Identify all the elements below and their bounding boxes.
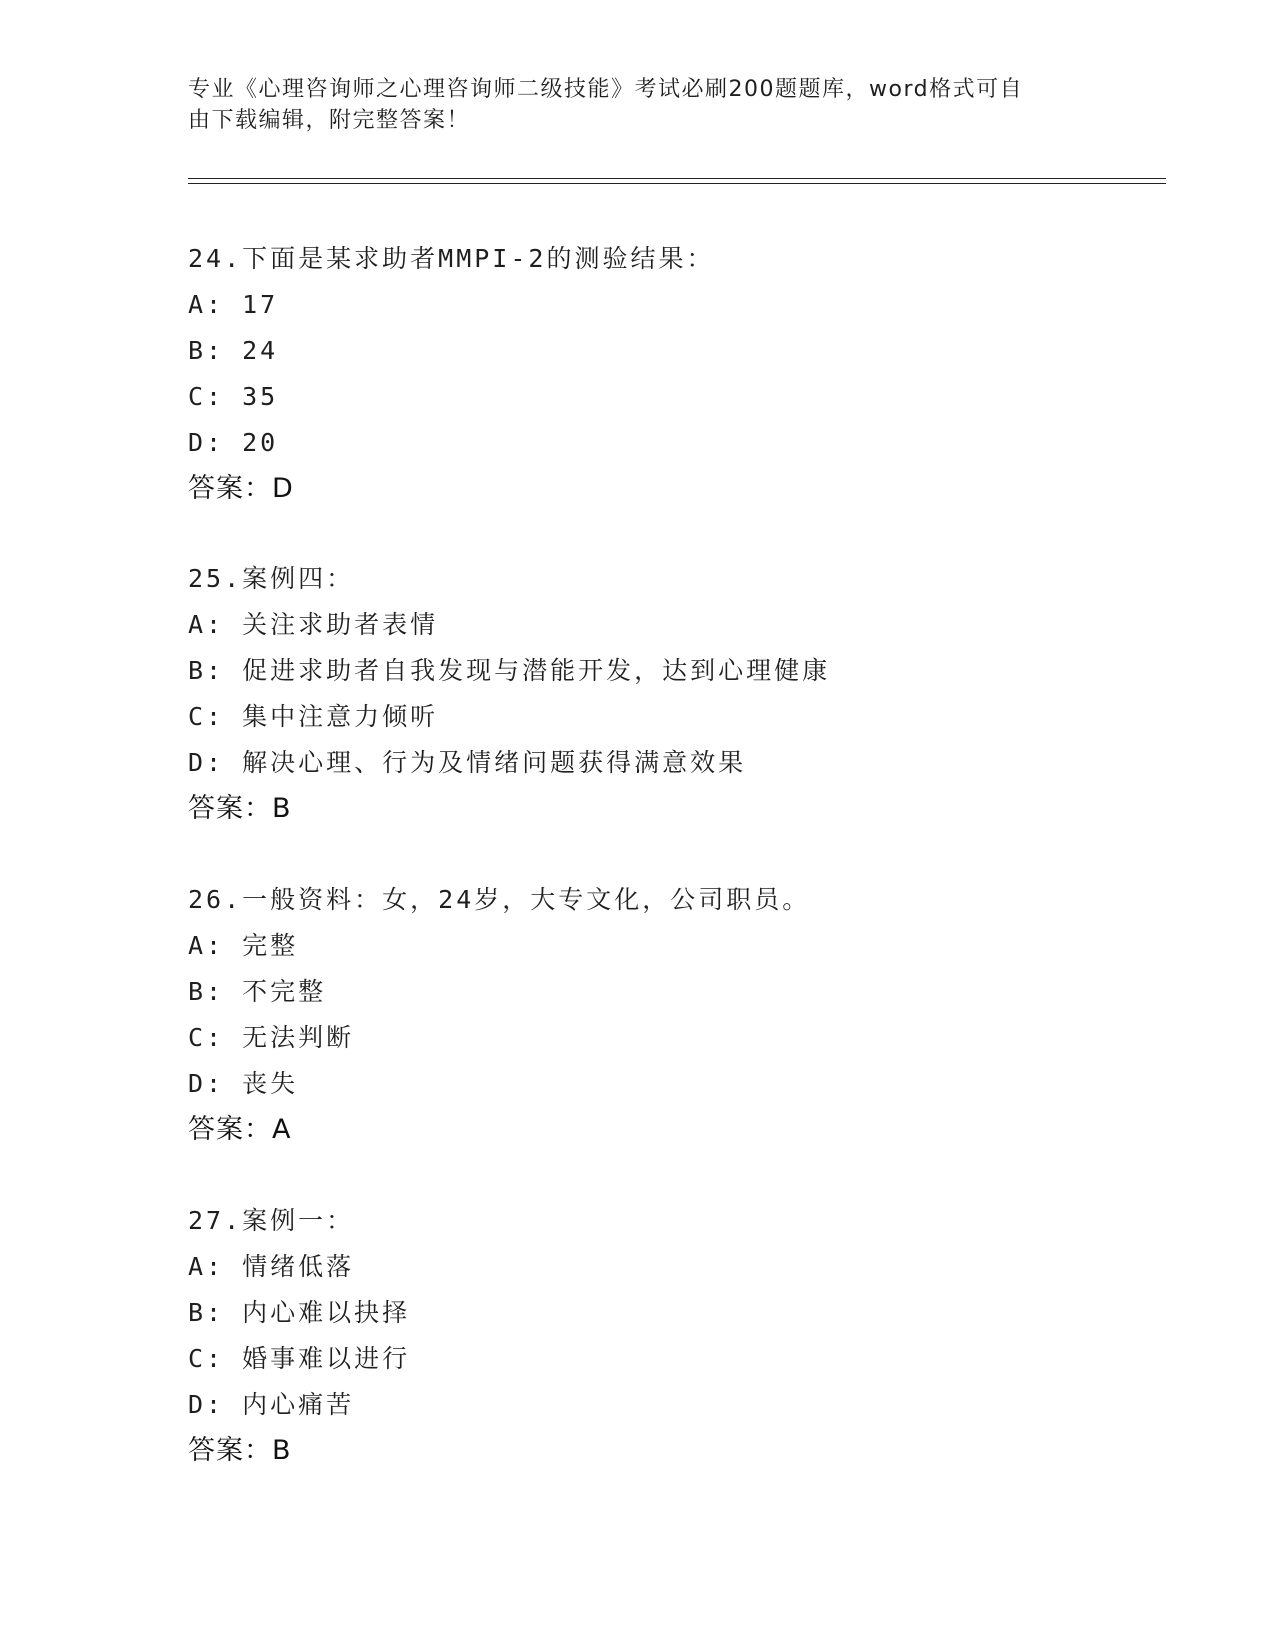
option-a bbox=[188, 282, 1148, 328]
option-letter: B: bbox=[188, 336, 225, 365]
option-b bbox=[188, 328, 1148, 374]
option-letter: C: bbox=[188, 1344, 225, 1373]
option-letter: C: bbox=[188, 382, 225, 411]
option-text: 内心痛苦 bbox=[242, 1390, 355, 1419]
option-text: 35 bbox=[242, 382, 279, 411]
option-text: 情绪低落 bbox=[242, 1252, 355, 1281]
answer-line: 答案：D bbox=[188, 473, 294, 504]
option-b bbox=[188, 969, 1148, 1015]
option-text: 关注求助者表情 bbox=[242, 610, 439, 639]
question-27 bbox=[188, 1198, 1148, 1474]
option-b bbox=[188, 1290, 1148, 1336]
answer-line: 答案：B bbox=[188, 1435, 292, 1466]
option-letter: B: bbox=[188, 656, 225, 685]
option-letter: A: bbox=[188, 931, 225, 960]
option-d bbox=[188, 420, 1148, 466]
option-letter: A: bbox=[188, 1252, 225, 1281]
option-a bbox=[188, 923, 1148, 969]
option-text: 24 bbox=[242, 336, 279, 365]
document-header bbox=[188, 74, 1088, 136]
option-text: 内心难以抉择 bbox=[242, 1298, 411, 1327]
option-a bbox=[188, 1244, 1148, 1290]
question-26 bbox=[188, 877, 1148, 1153]
header-line-2: 由下载编辑，附完整答案！ bbox=[188, 108, 471, 133]
option-text: 20 bbox=[242, 428, 279, 457]
option-text: 婚事难以进行 bbox=[242, 1344, 411, 1373]
option-c bbox=[188, 694, 1148, 740]
question-25 bbox=[188, 556, 1148, 832]
option-c bbox=[188, 1015, 1148, 1061]
option-letter: B: bbox=[188, 1298, 225, 1327]
option-text: 完整 bbox=[242, 931, 299, 960]
option-text: 丧失 bbox=[242, 1069, 299, 1098]
option-text: 集中注意力倾听 bbox=[242, 702, 439, 731]
question-24 bbox=[188, 236, 1148, 512]
option-text: 不完整 bbox=[242, 977, 327, 1006]
option-d bbox=[188, 1061, 1148, 1107]
option-text: 17 bbox=[242, 290, 279, 319]
option-letter: B: bbox=[188, 977, 225, 1006]
option-c bbox=[188, 1336, 1148, 1382]
option-a bbox=[188, 602, 1148, 648]
header-line-1: 专业《心理咨询师之心理咨询师二级技能》考试必刷200题题库，word格式可自 bbox=[188, 77, 1024, 102]
option-letter: A: bbox=[188, 290, 225, 319]
option-letter: D: bbox=[188, 1390, 225, 1419]
question-title: 24.下面是某求助者MMPI-2的测验结果： bbox=[188, 244, 715, 273]
header-divider-bottom bbox=[188, 183, 1166, 184]
option-letter: D: bbox=[188, 428, 225, 457]
question-title: 27.案例一： bbox=[188, 1206, 355, 1235]
option-b bbox=[188, 648, 1148, 694]
question-title: 26.一般资料：女，24岁，大专文化，公司职员。 bbox=[188, 885, 811, 914]
option-letter: D: bbox=[188, 748, 225, 777]
answer-line: 答案：B bbox=[188, 793, 292, 824]
header-divider-top bbox=[188, 178, 1166, 179]
option-text: 无法判断 bbox=[242, 1023, 355, 1052]
option-letter: A: bbox=[188, 610, 225, 639]
option-text: 促进求助者自我发现与潜能开发，达到心理健康 bbox=[242, 656, 831, 685]
option-c bbox=[188, 374, 1148, 420]
option-text: 解决心理、行为及情绪问题获得满意效果 bbox=[242, 748, 747, 777]
option-d bbox=[188, 740, 1148, 786]
option-letter: C: bbox=[188, 1023, 225, 1052]
option-letter: D: bbox=[188, 1069, 225, 1098]
answer-line: 答案：A bbox=[188, 1114, 292, 1145]
option-letter: C: bbox=[188, 702, 225, 731]
option-d bbox=[188, 1382, 1148, 1428]
question-title: 25.案例四： bbox=[188, 564, 355, 593]
